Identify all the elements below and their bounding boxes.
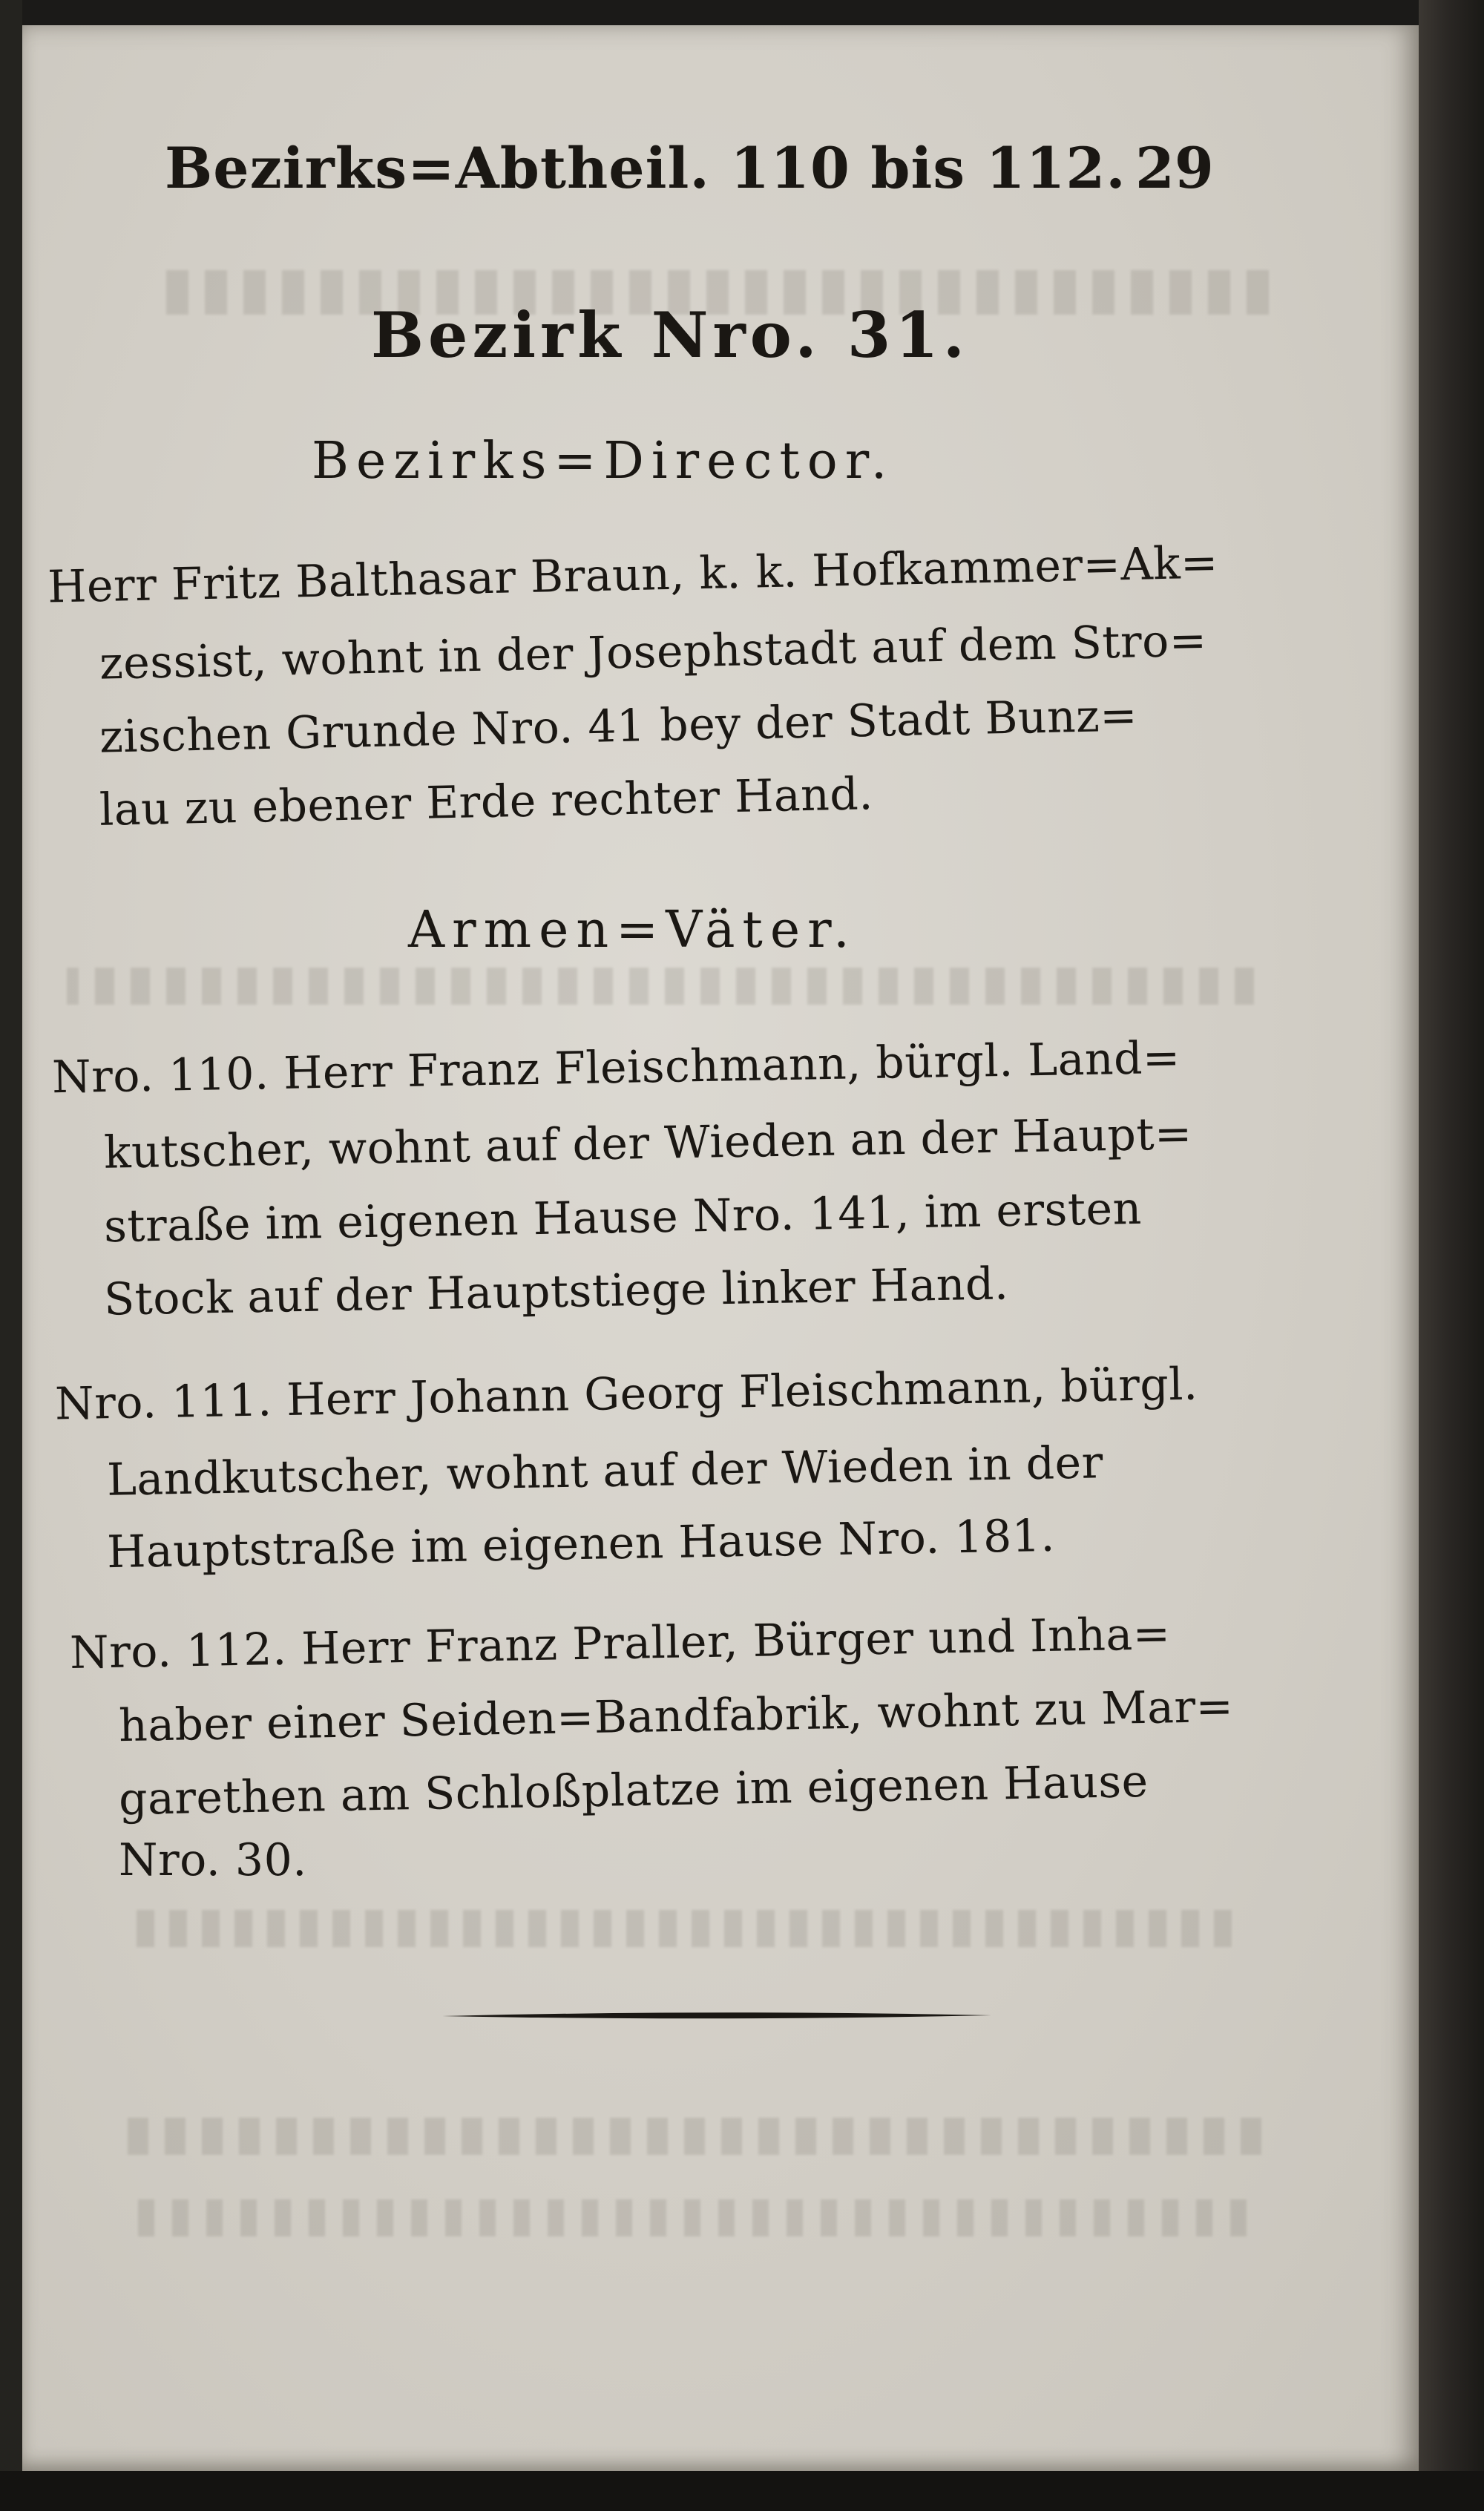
entry-line: Nro. 112. Herr Franz Praller, Bürger und Inha= <box>69 1608 1172 1679</box>
entry-line: Hauptstraße im eigenen Hause Nro. 181. <box>106 1509 1056 1579</box>
district-title: Bezirk Nro. 31. <box>371 298 969 372</box>
bottom-page-edge <box>0 2471 1484 2511</box>
entry-line: Nro. 30. <box>119 1834 307 1886</box>
page-number: 29 <box>1135 135 1214 201</box>
entry-line: garethen am Schloßplatze im eigenen Hause <box>118 1755 1149 1826</box>
show-through-bleed <box>67 968 1254 1005</box>
poor-fathers-heading: Armen=Väter. <box>408 901 857 959</box>
director-line: lau zu ebener Erde rechter Hand. <box>99 768 874 836</box>
director-line: zischen Grunde Nro. 41 bey der Stadt Bunz= <box>99 689 1138 764</box>
director-line: zessist, wohnt in der Josephstadt auf dem Stro= <box>99 614 1208 690</box>
director-heading: Bezirks=Director. <box>312 432 895 490</box>
show-through-bleed <box>134 2199 1247 2236</box>
entry-line: haber einer Seiden=Bandfabrik, wohnt zu Mar= <box>118 1680 1234 1753</box>
director-line: Herr Fritz Balthasar Braun, k. k. Hofkammer=Ak= <box>47 536 1219 614</box>
entry-line: Nro. 110. Herr Franz Fleischmann, bürgl. Land= <box>51 1031 1181 1104</box>
entry-line: Nro. 111. Herr Johann Georg Fleischmann, bürgl. <box>54 1358 1199 1431</box>
entry-line: kutscher, wohnt auf der Wieden an der Haupt= <box>103 1108 1193 1179</box>
running-head: Bezirks=Abtheil. 110 bis 112. <box>165 135 1126 201</box>
show-through-bleed <box>134 1910 1232 1947</box>
left-page-edge <box>0 0 22 2511</box>
book-page <box>22 25 1419 2471</box>
book-spine-edge <box>1419 0 1484 2511</box>
entry-line: Stock auf der Hauptstiege linker Hand. <box>103 1258 1009 1326</box>
closing-ornamental-rule <box>442 2011 991 2020</box>
entry-line: Landkutscher, wohnt auf der Wieden in der <box>106 1437 1104 1506</box>
show-through-bleed <box>111 2118 1261 2155</box>
entry-line: straße im eigenen Hause Nro. 141, im ersten <box>103 1182 1143 1253</box>
